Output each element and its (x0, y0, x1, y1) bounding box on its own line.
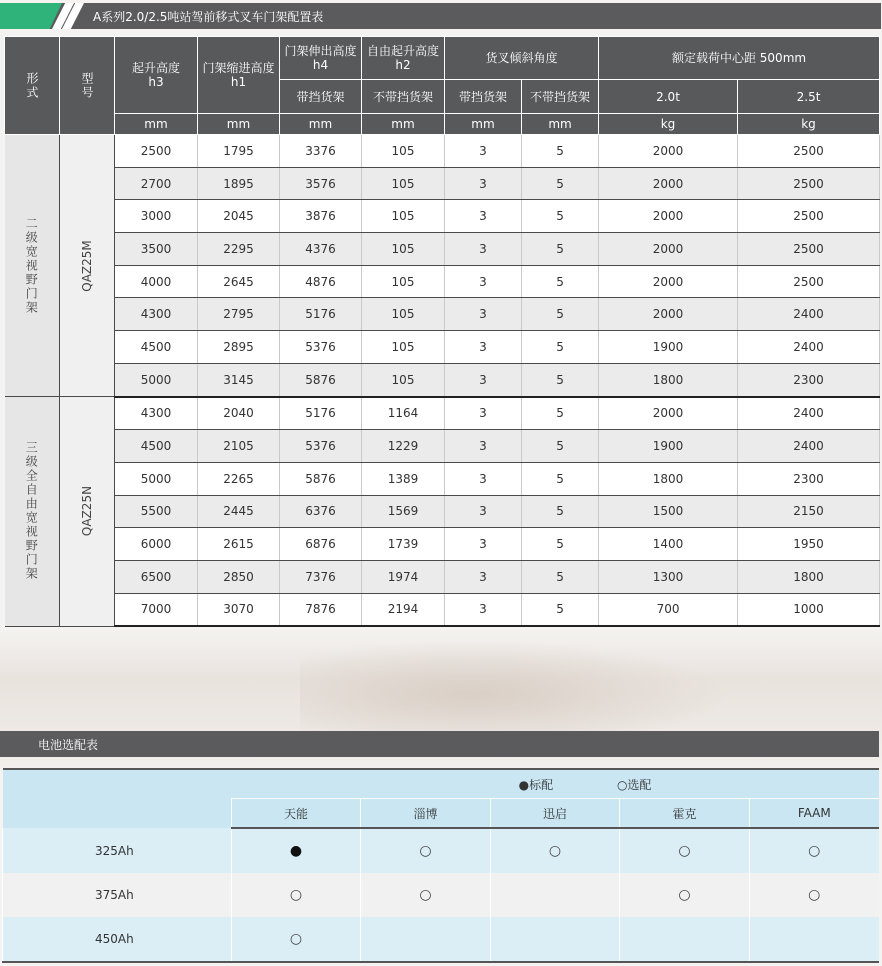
table-cell: 3070 (198, 593, 280, 626)
battery-brand-header: 天能 (232, 799, 361, 829)
table-cell: 105 (362, 363, 445, 396)
table-cell: 3 (445, 593, 522, 626)
table-cell: 3500 (115, 233, 198, 266)
table-cell: 3876 (280, 200, 362, 233)
optional-mark-icon: ○ (620, 873, 750, 917)
table-cell: 5176 (280, 397, 362, 430)
table-row (5, 593, 880, 626)
table-cell: 1500 (599, 495, 738, 528)
model-label (60, 135, 115, 397)
unit-label: mm (445, 114, 522, 135)
table-row (5, 233, 880, 266)
unit-label: kg (599, 114, 738, 135)
table-row (5, 363, 880, 396)
table-row (5, 265, 880, 298)
optional-mark-icon: ○ (361, 828, 491, 873)
table-cell: 1900 (599, 331, 738, 364)
table-cell: 3 (445, 397, 522, 430)
header-free-lift: 自由起升高度 h2 (362, 37, 445, 80)
table-cell: 5 (522, 167, 599, 200)
table-cell: 3000 (115, 200, 198, 233)
mast-config-table (4, 36, 880, 627)
table-row (5, 200, 880, 233)
table-cell: 105 (362, 331, 445, 364)
table-cell: 2400 (738, 430, 880, 463)
empty-cell (361, 917, 491, 962)
table-cell: 2000 (599, 265, 738, 298)
table-cell: 3 (445, 495, 522, 528)
table-cell: 2500 (738, 265, 880, 298)
header-form: 形式 (5, 37, 60, 135)
table-cell: 105 (362, 233, 445, 266)
table-cell: 4876 (280, 265, 362, 298)
table-row (5, 397, 880, 430)
battery-brand-header: FAAM (750, 799, 879, 829)
table-cell: 1300 (599, 560, 738, 593)
subheader-without-guard: 不带挡货架 (362, 80, 445, 114)
table-cell: 3 (445, 265, 522, 298)
mast-form-label: 二级宽视野门架 (5, 135, 60, 397)
table-cell: 1739 (362, 528, 445, 561)
table-cell: 2615 (198, 528, 280, 561)
table-cell: 7376 (280, 560, 362, 593)
battery-brand-header: 淄博 (361, 799, 491, 829)
optional-mark-icon: ○ (232, 917, 361, 962)
table-cell: 5 (522, 331, 599, 364)
model-text: QAZ25N (80, 486, 94, 537)
table-cell: 3 (445, 233, 522, 266)
table-cell: 2150 (738, 495, 880, 528)
optional-mark-icon: ○ (620, 828, 750, 873)
table-cell: 6000 (115, 528, 198, 561)
battery-row (3, 917, 879, 962)
legend-standard: ●标配 (518, 777, 554, 792)
battery-header-blank (3, 769, 232, 828)
battery-row (3, 828, 879, 873)
subheader-tilt-with-guard: 带挡货架 (445, 80, 522, 114)
table-row (5, 430, 880, 463)
green-stripe-decoration (0, 3, 62, 29)
table-cell: 6876 (280, 528, 362, 561)
empty-cell (620, 917, 750, 962)
header-retract-height: 门架缩进高度 h1 (198, 37, 280, 114)
standard-mark-icon: ● (232, 828, 361, 873)
subheader-with-guard: 带挡货架 (280, 80, 362, 114)
table-cell: 3376 (280, 135, 362, 168)
table-cell: 5376 (280, 331, 362, 364)
table-cell: 2400 (738, 397, 880, 430)
table-cell: 1229 (362, 430, 445, 463)
table-cell: 5176 (280, 298, 362, 331)
table-cell: 2500 (738, 200, 880, 233)
battery-table-body (3, 828, 879, 962)
table-cell: 2400 (738, 331, 880, 364)
table-cell: 2000 (599, 200, 738, 233)
table-row (5, 167, 880, 200)
table-cell: 3 (445, 363, 522, 396)
unit-label: kg (738, 114, 880, 135)
table-cell: 3 (445, 331, 522, 364)
table-cell: 2850 (198, 560, 280, 593)
table-cell: 1400 (599, 528, 738, 561)
table-cell: 1800 (599, 363, 738, 396)
table-cell: 4500 (115, 430, 198, 463)
battery-capacity: 450Ah (3, 917, 232, 962)
header-lift-height: 起升高度 h3 (115, 37, 198, 114)
table-cell: 1389 (362, 462, 445, 495)
unit-label: mm (115, 114, 198, 135)
table-cell: 3 (445, 430, 522, 463)
header-extend-height: 门架伸出高度 h4 (280, 37, 362, 80)
table-cell: 5 (522, 495, 599, 528)
table-cell: 2295 (198, 233, 280, 266)
optional-mark-icon: ○ (750, 873, 879, 917)
unit-label: mm (198, 114, 280, 135)
table-cell: 2040 (198, 397, 280, 430)
table-cell: 1569 (362, 495, 445, 528)
table-cell: 2700 (115, 167, 198, 200)
table-cell: 4500 (115, 331, 198, 364)
title-bar (0, 3, 881, 29)
mast-table-body (5, 135, 880, 627)
table-row (5, 528, 880, 561)
table-cell: 6376 (280, 495, 362, 528)
table-cell: 2000 (599, 135, 738, 168)
table-cell: 1795 (198, 135, 280, 168)
table-cell: 4376 (280, 233, 362, 266)
empty-cell (750, 917, 879, 962)
table-cell: 5500 (115, 495, 198, 528)
table-cell: 105 (362, 265, 445, 298)
table-row (5, 495, 880, 528)
table-cell: 2795 (198, 298, 280, 331)
table-cell: 1800 (738, 560, 880, 593)
table-cell: 6500 (115, 560, 198, 593)
unit-label: mm (522, 114, 599, 135)
table-cell: 3 (445, 560, 522, 593)
table-cell: 2500 (738, 135, 880, 168)
header-rated-load: 额定载荷中心距 500mm (599, 37, 880, 80)
optional-mark-icon: ○ (361, 873, 491, 917)
table-cell: 105 (362, 135, 445, 168)
table-cell: 1974 (362, 560, 445, 593)
battery-section-bar (0, 731, 879, 757)
table-cell: 3 (445, 528, 522, 561)
battery-brand-header: 霍克 (620, 799, 750, 829)
table-row (5, 560, 880, 593)
table-cell: 5 (522, 397, 599, 430)
optional-mark-icon: ○ (750, 828, 879, 873)
table-cell: 2500 (115, 135, 198, 168)
optional-mark-icon: ○ (232, 873, 361, 917)
table-cell: 3576 (280, 167, 362, 200)
table-cell: 105 (362, 167, 445, 200)
table-cell: 2000 (599, 233, 738, 266)
battery-row (3, 873, 879, 917)
table-cell: 7876 (280, 593, 362, 626)
table-cell: 2300 (738, 363, 880, 396)
table-cell: 5 (522, 363, 599, 396)
table-cell: 700 (599, 593, 738, 626)
table-cell: 1900 (599, 430, 738, 463)
table-cell: 1000 (738, 593, 880, 626)
table-cell: 5000 (115, 363, 198, 396)
table-cell: 2000 (599, 397, 738, 430)
page-title: A系列2.0/2.5吨站驾前移式叉车门架配置表 (93, 10, 324, 24)
table-cell: 5876 (280, 363, 362, 396)
table-cell: 2500 (738, 233, 880, 266)
unit-label: mm (362, 114, 445, 135)
table-cell: 5 (522, 560, 599, 593)
table-row (5, 462, 880, 495)
table-cell: 1164 (362, 397, 445, 430)
table-cell: 3 (445, 200, 522, 233)
table-cell: 2645 (198, 265, 280, 298)
model-label (60, 397, 115, 627)
table-cell: 105 (362, 298, 445, 331)
legend-optional: ○选配 (616, 777, 652, 792)
table-cell: 2300 (738, 462, 880, 495)
table-cell: 2445 (198, 495, 280, 528)
table-cell: 5 (522, 430, 599, 463)
empty-cell (491, 917, 620, 962)
table-cell: 5000 (115, 462, 198, 495)
header-model: 型号 (60, 37, 115, 135)
optional-mark-icon: ○ (491, 828, 620, 873)
table-cell: 1950 (738, 528, 880, 561)
table-row (5, 135, 880, 168)
table-cell: 3 (445, 167, 522, 200)
table-cell: 2500 (738, 167, 880, 200)
battery-table (2, 768, 879, 963)
table-cell: 2045 (198, 200, 280, 233)
table-cell: 5 (522, 593, 599, 626)
table-cell: 5 (522, 528, 599, 561)
battery-section-title: 电池选配表 (38, 738, 99, 752)
table-cell: 2895 (198, 331, 280, 364)
table-cell: 105 (362, 200, 445, 233)
table-cell: 2400 (738, 298, 880, 331)
table-cell: 4300 (115, 298, 198, 331)
subheader-tilt-without-guard: 不带挡货架 (522, 80, 599, 114)
table-cell: 2265 (198, 462, 280, 495)
table-cell: 3145 (198, 363, 280, 396)
subheader-capacity-2t: 2.0t (599, 80, 738, 114)
table-cell: 2000 (599, 167, 738, 200)
model-text: QAZ25M (80, 239, 94, 292)
header-fork-tilt: 货叉倾斜角度 (445, 37, 599, 80)
table-cell: 3 (445, 298, 522, 331)
table-cell: 3 (445, 462, 522, 495)
battery-capacity: 375Ah (3, 873, 232, 917)
table-cell: 1800 (599, 462, 738, 495)
table-row (5, 298, 880, 331)
table-cell: 4000 (115, 265, 198, 298)
battery-brand-header: 迅启 (491, 799, 620, 829)
battery-legend (232, 769, 879, 799)
table-cell: 1895 (198, 167, 280, 200)
table-cell: 5 (522, 135, 599, 168)
subheader-capacity-2-5t: 2.5t (738, 80, 880, 114)
mast-form-label: 三级全自由宽视野门架 (5, 397, 60, 627)
table-cell: 2000 (599, 298, 738, 331)
table-cell: 5 (522, 298, 599, 331)
table-cell: 3 (445, 135, 522, 168)
table-cell: 4300 (115, 397, 198, 430)
table-cell: 5 (522, 462, 599, 495)
table-row (5, 331, 880, 364)
table-cell: 2194 (362, 593, 445, 626)
table-cell: 7000 (115, 593, 198, 626)
unit-label: mm (280, 114, 362, 135)
table-cell: 5 (522, 200, 599, 233)
table-cell: 5 (522, 233, 599, 266)
table-cell: 2105 (198, 430, 280, 463)
table-cell: 5 (522, 265, 599, 298)
table-cell: 5876 (280, 462, 362, 495)
empty-cell (491, 873, 620, 917)
table-cell: 5376 (280, 430, 362, 463)
battery-capacity: 325Ah (3, 828, 232, 873)
